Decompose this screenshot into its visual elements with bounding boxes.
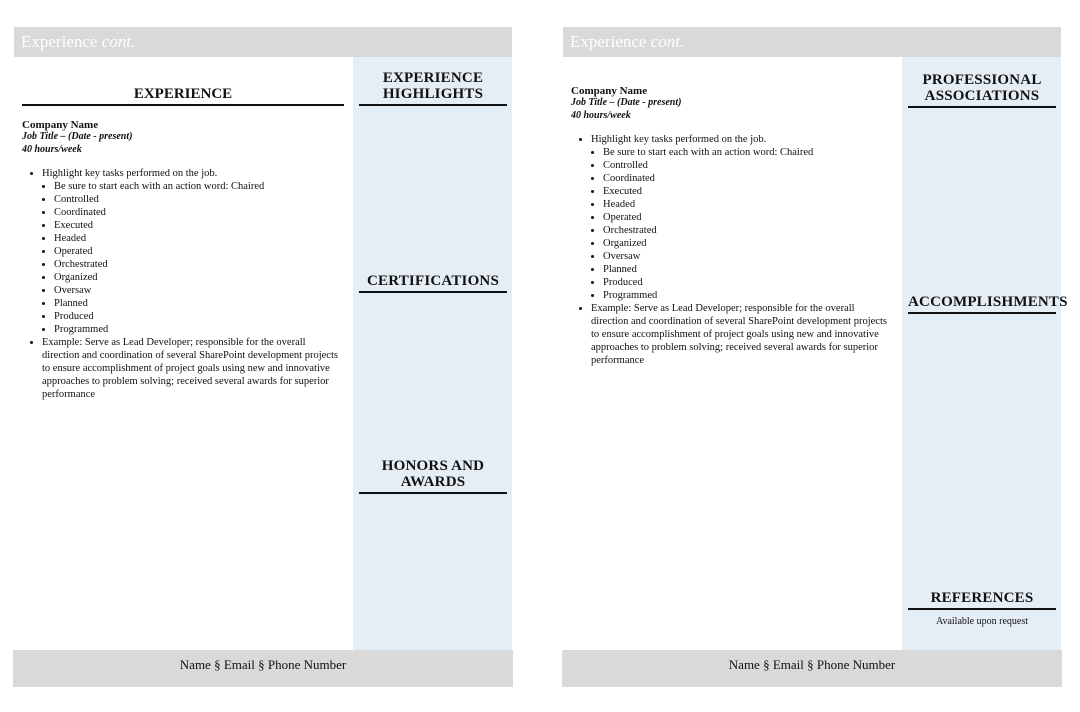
list-item: • Programmed (603, 289, 893, 302)
resume-page-right (562, 27, 1068, 688)
list-item: • Operated (54, 245, 344, 258)
list-item: • Example: Serve as Lead Developer; responsible for the overall direction and coordination of several SharePoint development projects to ensure accomplishment of project goals using new and innovative approaches to problem solving; received several awards for superior performance (591, 302, 893, 367)
job-hours: 40 hours/week (571, 109, 631, 121)
list-item: • Be sure to start each with an action word: Chaired (603, 146, 893, 159)
experience-section (22, 85, 344, 401)
experience-section (571, 85, 893, 367)
list-item: • Orchestrated (603, 224, 893, 237)
list-item: • Controlled (603, 159, 893, 172)
company-name: Company Name (571, 85, 648, 97)
experience-highlights-heading: EXPERIENCE HIGHLIGHTS (359, 70, 507, 106)
resume-page-left (13, 27, 511, 688)
job-title: Job Title – (Date - present) (571, 97, 682, 108)
references-note: Available upon request (935, 616, 1028, 627)
list-item: • Oversaw (603, 250, 893, 263)
experience-heading: EXPERIENCE (22, 85, 344, 106)
header-title: Experience (570, 32, 651, 51)
contact-footer: Name § Email § Phone Number (562, 650, 1062, 687)
header-title: Experience (21, 32, 102, 51)
page-header-bar (563, 27, 1061, 57)
job-title: Job Title – (Date - present) (22, 131, 133, 142)
action-word-list (42, 180, 344, 336)
list-item: • Produced (54, 310, 344, 323)
certifications-heading: CERTIFICATIONS (359, 273, 507, 293)
contact-footer: Name § Email § Phone Number (13, 650, 513, 687)
list-item: • Be sure to start each with an action word: Chaired (54, 180, 344, 193)
list-item: • Example: Serve as Lead Developer; responsible for the overall direction and coordination of several SharePoint development projects to ensure accomplishment of project goals using new and innovative approaches to problem solving; received several awards for superior performance (42, 336, 344, 401)
task-list (22, 167, 344, 401)
list-item: • Coordinated (603, 172, 893, 185)
list-item: • Produced (603, 276, 893, 289)
list-item: • Organized (603, 237, 893, 250)
header-title-italic: cont. (101, 32, 136, 51)
page-header-bar (14, 27, 512, 57)
sidebar (353, 57, 512, 650)
list-item: • Headed (54, 232, 344, 245)
company-name: Company Name (22, 119, 99, 131)
list-item: • Highlight key tasks performed on the job. • Be sure to start each with an action word: Chaired • Controlled • Coordinated • Executed • Headed • Operated • Orchestrated • Organized • Oversaw • Planned • Produced • Programmed (42, 167, 344, 336)
header-title-italic: cont. (650, 32, 685, 51)
list-item: • Headed (603, 198, 893, 211)
honors-awards-heading: HONORS AND AWARDS (359, 458, 507, 494)
list-item: • Orchestrated (54, 258, 344, 271)
list-item: • Controlled (54, 193, 344, 206)
professional-associations-heading: PROFESSIONAL ASSOCIATIONS (908, 72, 1056, 108)
list-item: • Organized (54, 271, 344, 284)
list-item: • Highlight key tasks performed on the job. • Be sure to start each with an action word: Chaired • Controlled • Coordinated • Executed • Headed • Operated • Orchestrated • Organized • Oversaw • Planned • Produced • Programmed (591, 133, 893, 302)
sidebar (902, 57, 1068, 650)
list-item: • Operated (603, 211, 893, 224)
list-item: • Planned (54, 297, 344, 310)
list-item: • Oversaw (54, 284, 344, 297)
accomplishments-heading: ACCOMPLISHMENTS (908, 294, 1056, 314)
list-item: • Executed (54, 219, 344, 232)
action-word-list (591, 146, 893, 302)
list-item: • Programmed (54, 323, 344, 336)
references-heading: REFERENCES (908, 590, 1056, 610)
task-list (571, 133, 893, 367)
list-item: • Executed (603, 185, 893, 198)
job-hours: 40 hours/week (22, 143, 82, 155)
list-item: • Coordinated (54, 206, 344, 219)
list-item: • Planned (603, 263, 893, 276)
